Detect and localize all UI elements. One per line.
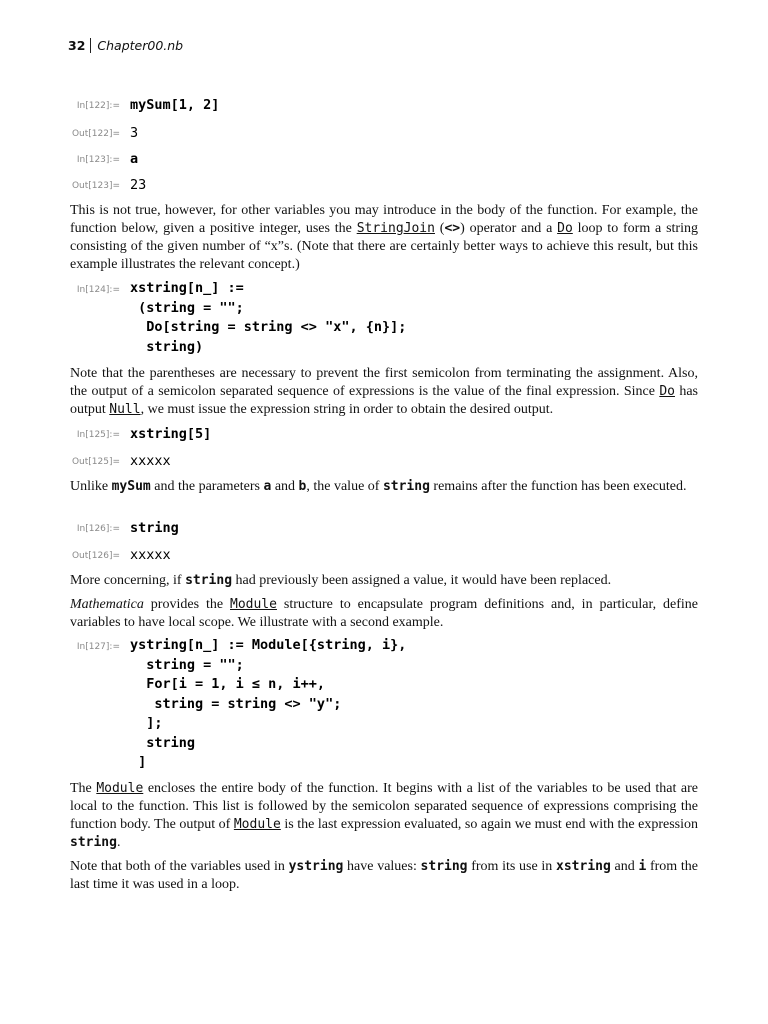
text: had previously been assigned a value, it would have been replaced.: [232, 573, 612, 588]
text: .: [116, 835, 121, 850]
body-paragraph: [70, 596, 698, 632]
text: is the last expression evaluated, so again we must end with the expression: [280, 817, 699, 832]
page-header: [68, 38, 183, 53]
input-cell-line[interactable]: For[i = 1, i ≤ n, i++,: [130, 676, 326, 692]
inline-code: b: [298, 479, 307, 494]
input-cell-line[interactable]: (string = "";: [130, 300, 244, 316]
body-paragraph: [70, 202, 698, 274]
inline-code: a: [263, 479, 272, 494]
input-label: In[126]:=: [76, 524, 120, 534]
input-cell-line[interactable]: ]: [130, 754, 147, 770]
input-cell[interactable]: mySum[1, 2]: [130, 97, 220, 113]
text: Note that the parentheses are necessary to prevent the first semicolon from terminating the assignment. Also, the output of a semicolon separated sequence of expressions is the value of the final expression. Since: [70, 366, 698, 399]
inline-code: mySum: [111, 479, 151, 494]
input-cell[interactable]: a: [130, 151, 139, 167]
text: Mathematica: [70, 597, 144, 612]
body-paragraph: [70, 858, 698, 894]
text: , the value of: [306, 479, 383, 494]
text: , we must issue the expression string in order to obtain the desired output.: [140, 402, 554, 417]
output-label: Out[123]=: [71, 181, 120, 191]
inline-code: string: [382, 479, 430, 494]
text: from its use in: [467, 859, 557, 874]
output-label: Out[122]=: [71, 129, 120, 139]
output-label: Out[125]=: [71, 457, 120, 467]
body-paragraph: [70, 572, 698, 590]
input-cell-line[interactable]: xstring[n_] :=: [130, 280, 244, 296]
inline-code: string: [70, 835, 117, 850]
input-label: In[124]:=: [76, 285, 120, 295]
module-link[interactable]: Module: [233, 817, 281, 832]
input-cell[interactable]: string: [130, 520, 179, 536]
input-cell[interactable]: xstring[5]: [130, 426, 212, 442]
body-paragraph: [70, 780, 698, 852]
text: and: [271, 479, 299, 494]
stringjoin-link[interactable]: StringJoin: [356, 221, 435, 236]
text: Note that both of the variables used in: [70, 859, 289, 874]
body-paragraph: [70, 478, 698, 496]
text: The: [70, 781, 97, 796]
input-cell-line[interactable]: ];: [130, 715, 163, 731]
text: encloses the entire body of the function. It begins with a list of the variables to be used that are local to the function. This list is followed by the semicolon separated sequence of expressions comprising the function body. The output of: [70, 781, 698, 832]
do-link[interactable]: Do: [659, 384, 675, 399]
output-cell: 23: [130, 177, 147, 193]
input-label: In[125]:=: [76, 430, 120, 440]
input-label: In[127]:=: [76, 642, 120, 652]
text: structure to encapsulate program definitions and, in particular, define variables to have local scope. We illustrate with a second example.: [70, 597, 698, 630]
inline-code: ystring: [288, 859, 344, 874]
text: remains after the function has been executed.: [429, 479, 687, 494]
inline-code: xstring: [556, 859, 611, 874]
text: ) operator and a: [460, 221, 558, 236]
input-cell-line[interactable]: ystring[n_] := Module[{string, i},: [130, 637, 407, 653]
input-label: In[123]:=: [76, 155, 120, 165]
input-label: In[122]:=: [76, 101, 120, 111]
header-divider: [90, 38, 91, 53]
output-cell: xxxxx: [130, 453, 171, 469]
text: (: [434, 221, 445, 236]
inline-code: <>: [444, 221, 461, 236]
module-link[interactable]: Module: [230, 597, 277, 612]
text: More concerning, if: [70, 573, 186, 588]
text: and: [610, 859, 639, 874]
do-link[interactable]: Do: [557, 221, 573, 236]
text: from the last time it was used in a loop.: [70, 859, 698, 892]
text: This is not true, however, for other variables you may introduce in the body of the function. For example, the function below, given a positive integer, uses the: [70, 203, 698, 236]
text: Unlike: [70, 479, 112, 494]
input-cell-line[interactable]: string): [130, 339, 204, 355]
text: provides the: [143, 597, 230, 612]
output-label: Out[126]=: [71, 551, 120, 561]
input-cell-line[interactable]: Do[string = string <> "x", {n}];: [130, 319, 407, 335]
text: loop to form a string consisting of the given number of “x”s. (Note that there are certainly better ways to achieve this result, but this example illustrates the relevant concept.): [70, 221, 698, 272]
input-cell-line[interactable]: string: [130, 735, 196, 751]
inline-code: i: [638, 859, 647, 874]
null-link[interactable]: Null: [109, 402, 141, 417]
text: has output: [70, 384, 698, 417]
module-link[interactable]: Module: [96, 781, 144, 796]
output-cell: 3: [130, 125, 139, 141]
output-cell: xxxxx: [130, 547, 171, 563]
inline-code: string: [420, 859, 468, 874]
inline-code: string: [185, 573, 233, 588]
body-paragraph: [70, 365, 698, 419]
page-number: 32: [68, 38, 86, 53]
text: and the parameters: [150, 479, 264, 494]
text: have values:: [343, 859, 421, 874]
input-cell-line[interactable]: string = string <> "y";: [130, 696, 342, 712]
input-cell-line[interactable]: string = "";: [130, 657, 244, 673]
notebook-title: Chapter00.nb: [97, 38, 184, 53]
